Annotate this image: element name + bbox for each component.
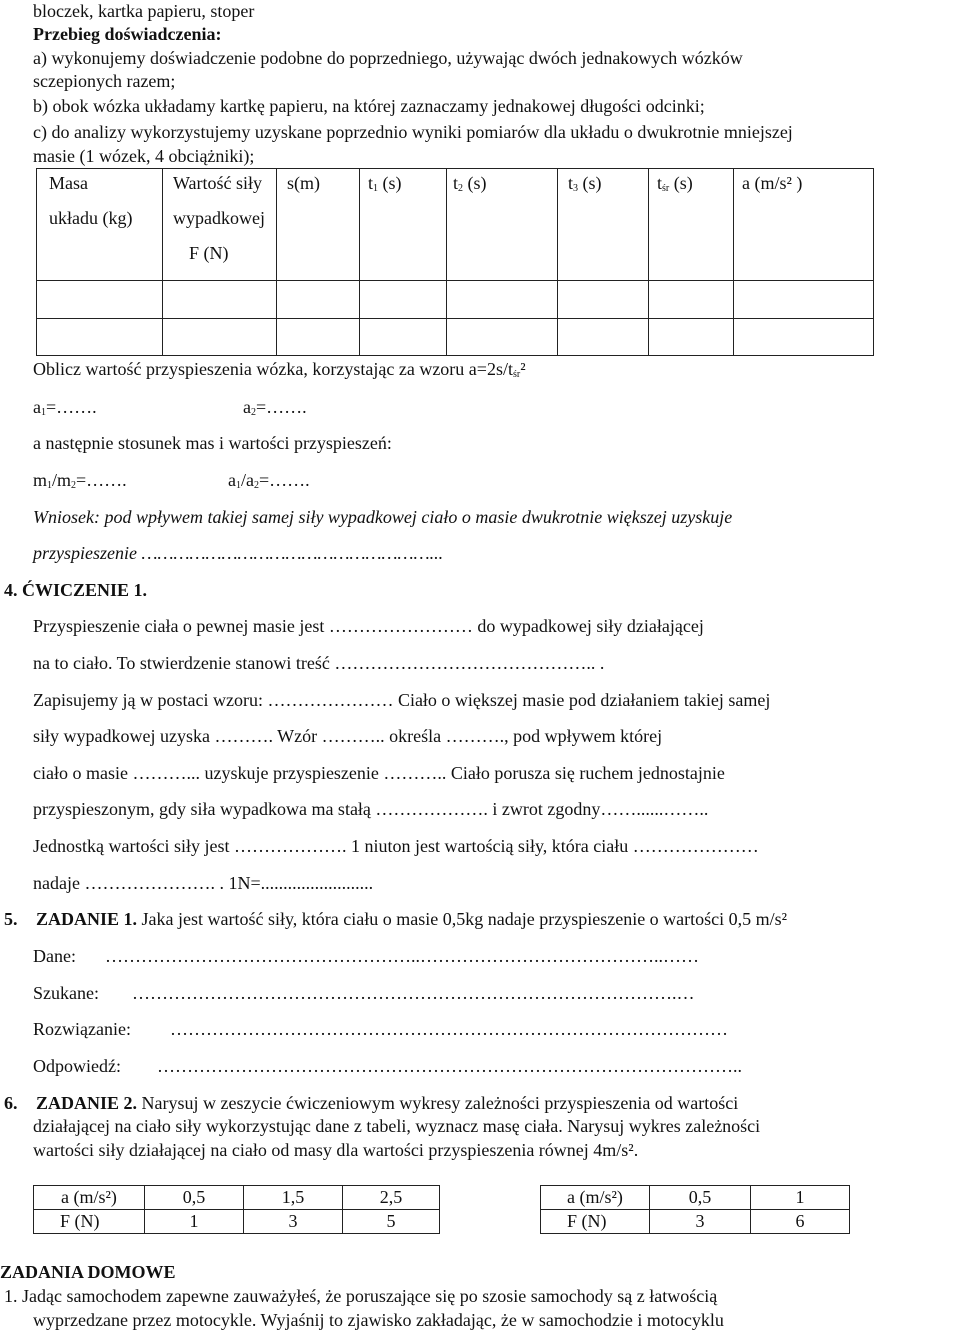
step-c-line1: c) do analizy wykorzystujemy uzyskane poprzednio wyniki pomiarów dla układu o dwukrotnie mniejszej <box>33 122 793 142</box>
conclusion-line1: Wniosek: pod wpływem takiej samej siły wypadkowej ciało o masie dwukrotnie większej uzyskuje <box>33 507 733 527</box>
header-t2: $t_2$ (s) <box>447 169 558 281</box>
task-2-number: 6. <box>4 1093 18 1113</box>
homework-line1: 1. Jadąc samochodem zapewne zauważyłeś, że poruszające się po szosie samochody są z łatwością <box>4 1286 718 1306</box>
header-distance: s(m) <box>277 169 360 281</box>
exercise-line7: Jednostką wartości siły jest ………………. 1 niuton jest wartością siły, która ciału ………………… <box>33 836 759 856</box>
data-table-a <box>33 1185 440 1234</box>
step-b: b) obok wózka układamy kartkę papieru, na której zaznaczamy jednakowej długości odcinki; <box>33 96 705 116</box>
task-2-line3: wartości siły działającej na ciało od masy dla wartości przyspieszenia równej 4m/s². <box>33 1140 639 1160</box>
header-tavg: $t_{śr}$ (s) <box>649 169 734 281</box>
homework-line2: wyprzedzane przez motocykle. Wyjaśnij to zjawisko zakładając, że w samochodzie i motocyklu <box>33 1310 724 1330</box>
data-table-b <box>540 1185 850 1234</box>
solution-field[interactable]: ………………………………………………………………………………… <box>170 1019 728 1039</box>
table-row: a (m/s²) 0,5 1,5 2,5 <box>34 1186 440 1210</box>
task-2-line2: działającej na ciało siły wykorzystując dane z tabeli, wyznacz masę ciała. Narysuj wykres zależności <box>33 1116 761 1136</box>
table-row <box>37 319 874 356</box>
task-2-label: ZADANIE 2. <box>36 1093 138 1113</box>
conclusion-line2: przyspieszenie ………………………………………………... <box>33 543 444 563</box>
table-row <box>37 281 874 319</box>
exercise-line5: ciało o masie ………... uzyskuje przyspieszenie ……….. Ciało porusza się ruchem jednostajnie <box>33 763 725 783</box>
ratio-instruction: a następnie stosunek mas i wartości przyspieszeń: <box>33 433 392 453</box>
header-t3: $t_3$ (s) <box>558 169 649 281</box>
exercise-line4: siły wypadkowej uzyska ………. Wzór ……….. określa ………., pod wpływem której <box>33 726 663 746</box>
exercise-line3: Zapisujemy ją w postaci wzoru: ………………… Ciało o większej masie pod działaniem takiej samej <box>33 690 771 710</box>
answer-label: Odpowiedź: <box>33 1056 121 1076</box>
task-2-text: Narysuj w zeszycie ćwiczeniowym wykresy zależności przyspieszenia od wartości <box>137 1093 739 1113</box>
sought-field[interactable]: ……………………………………………………………………………….… <box>132 983 695 1003</box>
header-mass: Masa układu (kg) <box>37 169 163 281</box>
exercise-line8: nadaje …………………. . 1N=......................... <box>33 873 374 893</box>
table-row: F (N) 3 6 <box>541 1210 850 1234</box>
header-force: Wartość siły wypadkowej F (N) <box>163 169 277 281</box>
sought-label: Szukane: <box>33 983 99 1003</box>
task-1-number: 5. <box>4 909 18 929</box>
measurement-table <box>36 168 874 356</box>
step-a-line1: a) wykonujemy doświadczenie podobne do poprzedniego, używając dwóch jednakowych wózków <box>33 48 743 68</box>
homework-heading: ZADANIA DOMOWE <box>0 1262 176 1282</box>
exercise-1-heading: 4. ĆWICZENIE 1. <box>4 580 148 600</box>
exercise-line6: przyspieszonym, gdy siła wypadkowa ma stałą ………………. i zwrot zgodny……......…….. <box>33 799 709 819</box>
procedure-heading: Przebieg doświadczenia: <box>33 24 222 44</box>
step-a-line2: sczepionych razem; <box>33 71 176 91</box>
a2-blank: $a_2=\dots\dots$. <box>243 397 307 418</box>
header-t1: $t_1$ (s) <box>360 169 447 281</box>
exercise-line2: na to ciało. To stwierdzenie stanowi treść …………………………………….. . <box>33 653 605 673</box>
table-row: F (N) 1 3 5 <box>34 1210 440 1234</box>
step-c-line2: masie (1 wózek, 4 obciążniki); <box>33 146 255 166</box>
given-field[interactable]: ……………………………………………..…………………………………..…… <box>105 946 699 966</box>
calc-instruction: Oblicz wartość przyspieszenia wózka, korzystając za wzoru $a=2s/t_{śr}^2$ <box>33 359 526 380</box>
task-2 <box>4 1092 738 1114</box>
a1-blank: $a_1=\dots\dots$. <box>33 397 97 418</box>
given-label: Dane: <box>33 946 76 966</box>
table-row: a (m/s²) 0,5 1 <box>541 1186 850 1210</box>
exercise-line1: Przyspieszenie ciała o pewnej masie jest …………………… do wypadkowej siły działającej <box>33 616 704 636</box>
mass-ratio-blank: $m_1/m_2=\dots\dots$. <box>33 470 127 491</box>
accel-ratio-blank: $a_1/a_2=\dots\dots$. <box>228 470 310 491</box>
answer-field[interactable]: …………………………………………………………………………………….. <box>157 1056 742 1076</box>
task-1-text: Jaka jest wartość siły, która ciału o masie 0,5kg nadaje przyspieszenie o wartości 0,5 m/s² <box>137 909 788 929</box>
solution-label: Rozwiązanie: <box>33 1019 131 1039</box>
materials-line: bloczek, kartka papieru, stoper <box>33 1 255 21</box>
header-acceleration: a (m/s² ) <box>734 169 874 281</box>
task-1 <box>4 908 787 930</box>
task-1-label: ZADANIE 1. <box>36 909 138 929</box>
